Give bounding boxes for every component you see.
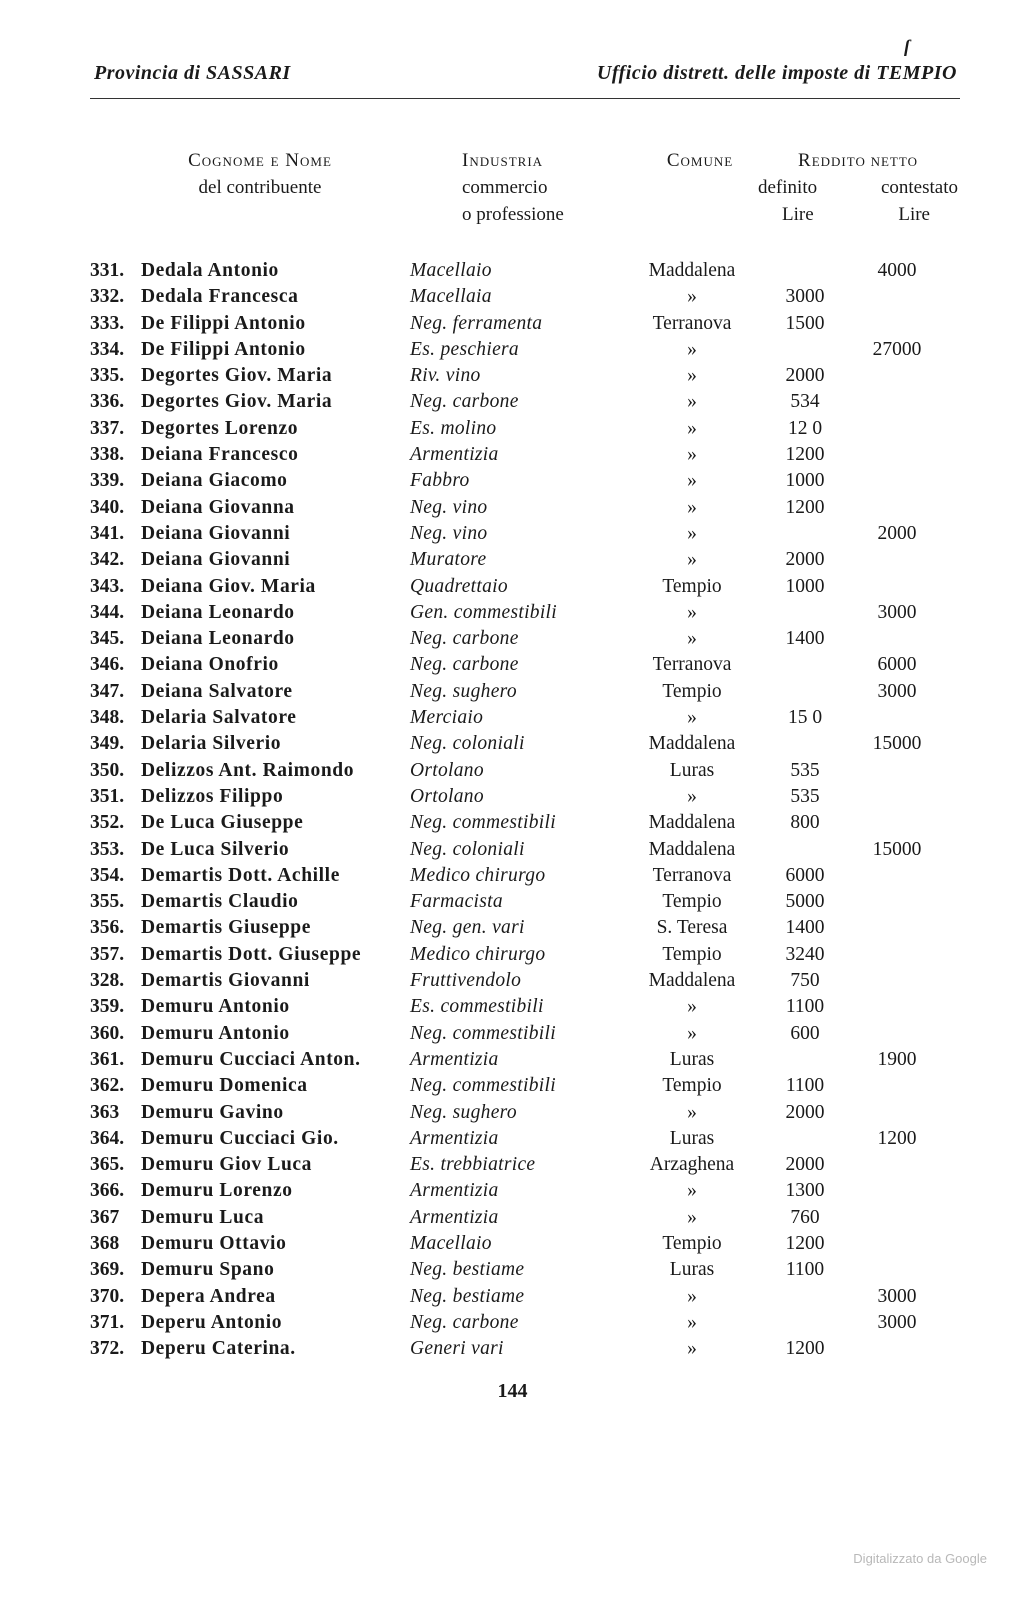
table-row <box>0 837 1025 863</box>
taxpayer-name: Dedala Antonio <box>141 260 279 281</box>
column-header-reddito-line3 <box>782 201 930 228</box>
table-row <box>0 574 1025 600</box>
table-row <box>0 1152 1025 1178</box>
industry-profession: Medico chirurgo <box>410 864 546 886</box>
table-row <box>0 1205 1025 1231</box>
comune: » <box>687 522 697 544</box>
industry-profession: Neg. bestiame <box>410 1259 525 1281</box>
reddito-definito: 15 0 <box>787 707 823 729</box>
comune: Tempio <box>662 891 722 913</box>
industry-profession: Armentizia <box>410 1127 499 1149</box>
industry-profession: Es. molino <box>410 417 497 439</box>
comune: » <box>687 365 697 387</box>
row-number: 367 <box>90 1206 120 1228</box>
row-number: 347. <box>90 680 125 702</box>
reddito-definito: 1100 <box>785 996 825 1018</box>
comune: Luras <box>669 1048 715 1070</box>
reddito-contestato: 3000 <box>877 1311 917 1333</box>
reddito-contestato: 6000 <box>877 654 917 676</box>
comune: Luras <box>669 1259 715 1281</box>
industry-profession: Merciaio <box>410 707 484 729</box>
industry-profession: Gen. commestibili <box>410 601 557 623</box>
industry-profession: Ortolano <box>410 785 484 807</box>
table-row <box>0 626 1025 652</box>
industry-profession: Fruttivendolo <box>410 970 522 992</box>
row-number: 346. <box>90 654 125 676</box>
table-row <box>0 652 1025 678</box>
reddito-definito: 1000 <box>785 575 825 597</box>
table-row <box>0 705 1025 731</box>
industry-profession: Ortolano <box>410 759 484 781</box>
comune: » <box>687 338 697 360</box>
taxpayer-name: Deiana Giacomo <box>141 470 288 492</box>
industry-profession: Neg. commestibili <box>410 1022 556 1044</box>
table-row <box>0 758 1025 784</box>
row-number: 328. <box>90 970 125 992</box>
running-head-right: Ufficio distrett. delle imposte di TEMPIO <box>596 62 957 84</box>
comune: Terranova <box>652 654 732 676</box>
reddito-definito: 1500 <box>785 312 825 334</box>
industry-profession: Armentizia <box>410 1180 499 1202</box>
reddito-definito: 3240 <box>785 943 825 965</box>
comune: Tempio <box>662 575 722 597</box>
reddito-definito: 760 <box>790 1206 820 1228</box>
table-row <box>0 337 1025 363</box>
industry-profession: Fabbro <box>410 470 470 492</box>
table-row <box>0 1021 1025 1047</box>
table-row <box>0 863 1025 889</box>
taxpayer-name: Demuru Cucciaci Gio. <box>141 1127 339 1149</box>
taxpayer-name: Demartis Dott. Achille <box>141 864 340 886</box>
taxpayer-name: Demuru Ottavio <box>141 1232 287 1254</box>
table-row <box>0 1073 1025 1099</box>
table-row <box>0 1126 1025 1152</box>
industry-profession: Quadrettaio <box>410 575 508 597</box>
taxpayer-name: Deiana Francesco <box>141 444 299 466</box>
comune: » <box>687 1206 697 1228</box>
column-header-comune-line1: Comune <box>666 150 734 171</box>
row-number: 359. <box>90 996 125 1018</box>
table-row <box>0 495 1025 521</box>
comune: » <box>687 1022 697 1044</box>
column-header-name-line2: del contribuente <box>198 177 322 198</box>
reddito-definito: 600 <box>790 1022 820 1044</box>
taxpayer-name: De Luca Giuseppe <box>141 812 304 834</box>
row-number: 343. <box>90 575 125 597</box>
row-number: 355. <box>90 891 125 913</box>
comune: » <box>687 601 697 623</box>
industry-profession: Armentizia <box>410 1048 499 1070</box>
reddito-definito: 1200 <box>785 496 825 518</box>
taxpayer-name: Demuru Antonio <box>141 1022 290 1044</box>
row-number: 360. <box>90 1022 125 1044</box>
comune: Maddalena <box>648 838 736 860</box>
comune: Tempio <box>662 1075 722 1097</box>
reddito-definito: 1300 <box>785 1180 825 1202</box>
comune: Maddalena <box>648 970 736 992</box>
reddito-definito: 1200 <box>785 1338 825 1360</box>
comune: » <box>687 470 697 492</box>
row-number: 345. <box>90 628 125 650</box>
column-header-netto-word: netto <box>870 150 918 171</box>
row-number: 368 <box>90 1232 120 1254</box>
taxpayer-name: De Luca Silverio <box>141 838 290 860</box>
taxpayer-name: Degortes Lorenzo <box>141 417 299 439</box>
industry-profession: Neg. carbone <box>410 391 519 413</box>
industry-profession: Neg. sughero <box>410 1101 517 1123</box>
table-row <box>0 363 1025 389</box>
corner-mark: ſ <box>904 36 910 56</box>
reddito-definito: 6000 <box>785 864 825 886</box>
row-number: 332. <box>90 286 125 308</box>
industry-profession: Es. trebbiatrice <box>410 1154 536 1176</box>
reddito-definito: 1000 <box>785 470 825 492</box>
reddito-definito: 1400 <box>785 917 825 939</box>
taxpayer-name: Demartis Dott. Giuseppe <box>141 943 362 965</box>
comune: Maddalena <box>648 260 736 281</box>
reddito-definito: 2000 <box>785 549 825 571</box>
industry-profession: Macellaio <box>410 1232 492 1254</box>
taxpayer-name: Demuru Lorenzo <box>141 1180 293 1202</box>
reddito-definito: 3000 <box>785 286 825 308</box>
column-header-contestato: contestato <box>880 177 958 198</box>
table-row <box>0 521 1025 547</box>
reddito-contestato: 1200 <box>877 1127 917 1149</box>
table-row <box>0 784 1025 810</box>
row-number: 349. <box>90 733 125 755</box>
header-rule <box>90 98 960 99</box>
row-number: 370. <box>90 1285 125 1307</box>
reddito-definito: 1100 <box>785 1075 825 1097</box>
taxpayer-name: Deiana Giovanni <box>141 549 291 571</box>
table-row <box>0 1310 1025 1336</box>
industry-profession: Neg. vino <box>410 496 488 518</box>
table-row <box>0 968 1025 994</box>
column-header-lire-definito: Lire <box>782 204 814 225</box>
industry-profession: Neg. commestibili <box>410 812 556 834</box>
row-number: 365. <box>90 1154 125 1176</box>
table-row <box>0 284 1025 310</box>
column-header-reddito-line2 <box>758 174 958 201</box>
taxpayer-name: Deiana Giovanna <box>141 496 295 518</box>
row-number: 371. <box>90 1311 125 1333</box>
taxpayer-name: Deperu Caterina. <box>141 1338 296 1360</box>
table-row <box>0 547 1025 573</box>
table-row <box>0 810 1025 836</box>
table-row <box>0 1047 1025 1073</box>
table-row <box>0 1100 1025 1126</box>
reddito-definito: 1100 <box>785 1259 825 1281</box>
table-row <box>0 1336 1025 1362</box>
reddito-contestato: 3000 <box>877 680 917 702</box>
row-number: 338. <box>90 444 125 466</box>
row-number: 339. <box>90 470 125 492</box>
column-header-comune <box>655 147 745 174</box>
taxpayer-name: Deiana Giov. Maria <box>141 575 316 597</box>
taxpayer-name: Demuru Spano <box>141 1259 275 1281</box>
row-number: 334. <box>90 338 125 360</box>
taxpayer-name: Deiana Leonardo <box>141 628 295 650</box>
reddito-definito: 2000 <box>785 365 825 387</box>
industry-profession: Muratore <box>410 549 487 571</box>
reddito-definito: 1400 <box>785 628 825 650</box>
row-number: 331. <box>90 260 125 281</box>
taxpayer-name: Degortes Giov. Maria <box>141 365 333 387</box>
comune: » <box>687 1101 697 1123</box>
industry-profession: Armentizia <box>410 444 499 466</box>
column-header-reddito-word: Reddito <box>798 150 866 171</box>
reddito-contestato: 3000 <box>877 1285 917 1307</box>
comune: » <box>687 1338 697 1360</box>
row-number: 352. <box>90 812 125 834</box>
industry-profession: Macellaio <box>410 260 492 281</box>
taxpayer-name: Demuru Domenica <box>141 1075 308 1097</box>
reddito-definito: 1200 <box>785 444 825 466</box>
industry-profession: Neg. carbone <box>410 628 519 650</box>
column-header-industry-line1: Industria <box>462 150 544 171</box>
reddito-contestato: 4000 <box>877 260 917 281</box>
industry-profession: Neg. sughero <box>410 680 517 702</box>
industry-profession: Medico chirurgo <box>410 943 546 965</box>
taxpayer-name: Demartis Giuseppe <box>141 917 311 939</box>
comune: Luras <box>669 759 715 781</box>
industry-profession: Neg. coloniali <box>410 733 525 755</box>
comune: » <box>687 628 697 650</box>
reddito-definito: 12 0 <box>787 417 823 439</box>
comune: Maddalena <box>648 812 736 834</box>
table-row <box>0 389 1025 415</box>
row-number: 340. <box>90 496 125 518</box>
reddito-definito: 800 <box>790 812 820 834</box>
comune: » <box>687 391 697 413</box>
comune: » <box>687 444 697 466</box>
industry-profession: Armentizia <box>410 1206 499 1228</box>
row-number: 361. <box>90 1048 125 1070</box>
taxpayer-name: Demuru Cucciaci Anton. <box>141 1048 361 1070</box>
table-row <box>0 416 1025 442</box>
comune: Tempio <box>662 943 722 965</box>
taxpayer-name: Dedala Francesca <box>141 286 299 308</box>
comune: » <box>687 496 697 518</box>
row-number: 363 <box>90 1101 120 1123</box>
comune: » <box>687 707 697 729</box>
column-header-industry-line3: o professione <box>462 204 564 225</box>
taxpayer-name: Demartis Giovanni <box>141 970 310 992</box>
taxpayer-name: Demuru Luca <box>141 1206 265 1228</box>
reddito-definito: 535 <box>790 759 820 781</box>
column-header-industry <box>462 147 612 228</box>
row-number: 372. <box>90 1338 125 1360</box>
industry-profession: Neg. carbone <box>410 654 519 676</box>
taxpayer-name: Deiana Leonardo <box>141 601 295 623</box>
taxpayer-name: Deperu Antonio <box>141 1311 283 1333</box>
reddito-contestato: 2000 <box>877 522 917 544</box>
taxpayer-name: Delaria Silverio <box>141 733 282 755</box>
taxpayer-name: Delizzos Ant. Raimondo <box>141 759 355 781</box>
comune: » <box>687 417 697 439</box>
comune: » <box>687 996 697 1018</box>
table-row <box>0 600 1025 626</box>
industry-profession: Farmacista <box>410 891 503 913</box>
taxpayer-name: Deiana Onofrio <box>141 654 279 676</box>
industry-profession: Es. commestibili <box>410 996 544 1018</box>
taxpayer-name: Demuru Giov Luca <box>141 1154 313 1176</box>
taxpayer-name: Deiana Salvatore <box>141 680 293 702</box>
comune: Luras <box>669 1127 715 1149</box>
row-number: 364. <box>90 1127 125 1149</box>
table-row <box>0 258 1025 284</box>
reddito-contestato: 27000 <box>872 338 922 360</box>
row-number: 337. <box>90 417 125 439</box>
row-number: 336. <box>90 391 125 413</box>
industry-profession: Neg. commestibili <box>410 1075 556 1097</box>
taxpayer-name: Demartis Claudio <box>141 891 299 913</box>
digitization-watermark: Digitalizzato da Google <box>853 1551 987 1566</box>
reddito-contestato: 1900 <box>877 1048 917 1070</box>
column-header-name <box>140 147 380 201</box>
row-number: 344. <box>90 601 125 623</box>
column-header-reddito <box>758 147 958 228</box>
industry-profession: Neg. vino <box>410 522 488 544</box>
column-header-lire-contestato: Lire <box>898 204 930 225</box>
industry-profession: Neg. gen. vari <box>410 917 525 939</box>
page-number: 144 <box>497 1380 528 1402</box>
table-row <box>0 915 1025 941</box>
column-header-reddito-line1 <box>758 147 958 174</box>
reddito-contestato: 3000 <box>877 601 917 623</box>
table-row <box>0 994 1025 1020</box>
row-number: 348. <box>90 707 125 729</box>
running-head-left: Provincia di SASSARI <box>94 62 291 84</box>
table-row <box>0 889 1025 915</box>
comune: Maddalena <box>648 733 736 755</box>
comune: » <box>687 286 697 308</box>
table-row <box>0 1231 1025 1257</box>
row-number: 366. <box>90 1180 125 1202</box>
table-row <box>0 1284 1025 1310</box>
taxpayer-name: Deiana Giovanni <box>141 522 291 544</box>
comune: » <box>687 785 697 807</box>
row-number: 362. <box>90 1075 125 1097</box>
reddito-definito: 1200 <box>785 1232 825 1254</box>
industry-profession: Neg. coloniali <box>410 838 525 860</box>
table-row <box>0 1178 1025 1204</box>
reddito-contestato: 15000 <box>872 733 922 755</box>
reddito-definito: 750 <box>790 970 820 992</box>
industry-profession: Neg. carbone <box>410 1311 519 1333</box>
industry-profession: Macellaia <box>410 286 492 308</box>
taxpayer-table <box>0 258 1025 1362</box>
table-row <box>0 311 1025 337</box>
comune: » <box>687 1285 697 1307</box>
comune: Terranova <box>652 864 732 886</box>
industry-profession: Riv. vino <box>410 365 481 387</box>
column-header-name-line1: Cognome e Nome <box>188 150 332 171</box>
comune: Tempio <box>662 1232 722 1254</box>
reddito-definito: 2000 <box>785 1101 825 1123</box>
table-row <box>0 468 1025 494</box>
comune: » <box>687 1180 697 1202</box>
comune: Terranova <box>652 312 732 334</box>
taxpayer-name: Demuru Gavino <box>141 1101 284 1123</box>
industry-profession: Generi vari <box>410 1338 504 1360</box>
reddito-definito: 2000 <box>785 1154 825 1176</box>
row-number: 342. <box>90 549 125 571</box>
reddito-contestato: 15000 <box>872 838 922 860</box>
comune: Arzaghena <box>649 1154 735 1176</box>
row-number: 356. <box>90 917 125 939</box>
industry-profession: Es. peschiera <box>410 338 519 360</box>
taxpayer-name: Delaria Salvatore <box>141 707 297 729</box>
industry-profession: Neg. bestiame <box>410 1285 525 1307</box>
row-number: 341. <box>90 522 125 544</box>
reddito-definito: 535 <box>790 785 820 807</box>
row-number: 369. <box>90 1259 125 1281</box>
row-number: 335. <box>90 365 125 387</box>
reddito-definito: 5000 <box>785 891 825 913</box>
table-row <box>0 1257 1025 1283</box>
taxpayer-name: Delizzos Filippo <box>141 785 284 807</box>
comune: Tempio <box>662 680 722 702</box>
reddito-definito: 534 <box>790 391 820 413</box>
taxpayer-name: Demuru Antonio <box>141 996 290 1018</box>
table-row <box>0 942 1025 968</box>
taxpayer-name: De Filippi Antonio <box>141 338 306 360</box>
taxpayer-name: De Filippi Antonio <box>141 312 306 334</box>
taxpayer-name: Degortes Giov. Maria <box>141 391 333 413</box>
comune: S. Teresa <box>656 917 728 939</box>
table-row <box>0 731 1025 757</box>
column-header-definito: definito <box>758 177 818 198</box>
row-number: 353. <box>90 838 125 860</box>
column-header-industry-line2: commercio <box>462 177 548 198</box>
row-number: 350. <box>90 759 125 781</box>
industry-profession: Neg. ferramenta <box>410 312 543 334</box>
taxpayer-name: Depera Andrea <box>141 1285 276 1307</box>
table-row <box>0 679 1025 705</box>
row-number: 354. <box>90 864 125 886</box>
comune: » <box>687 1311 697 1333</box>
row-number: 351. <box>90 785 125 807</box>
row-number: 333. <box>90 312 125 334</box>
table-row <box>0 442 1025 468</box>
row-number: 357. <box>90 943 125 965</box>
comune: » <box>687 549 697 571</box>
